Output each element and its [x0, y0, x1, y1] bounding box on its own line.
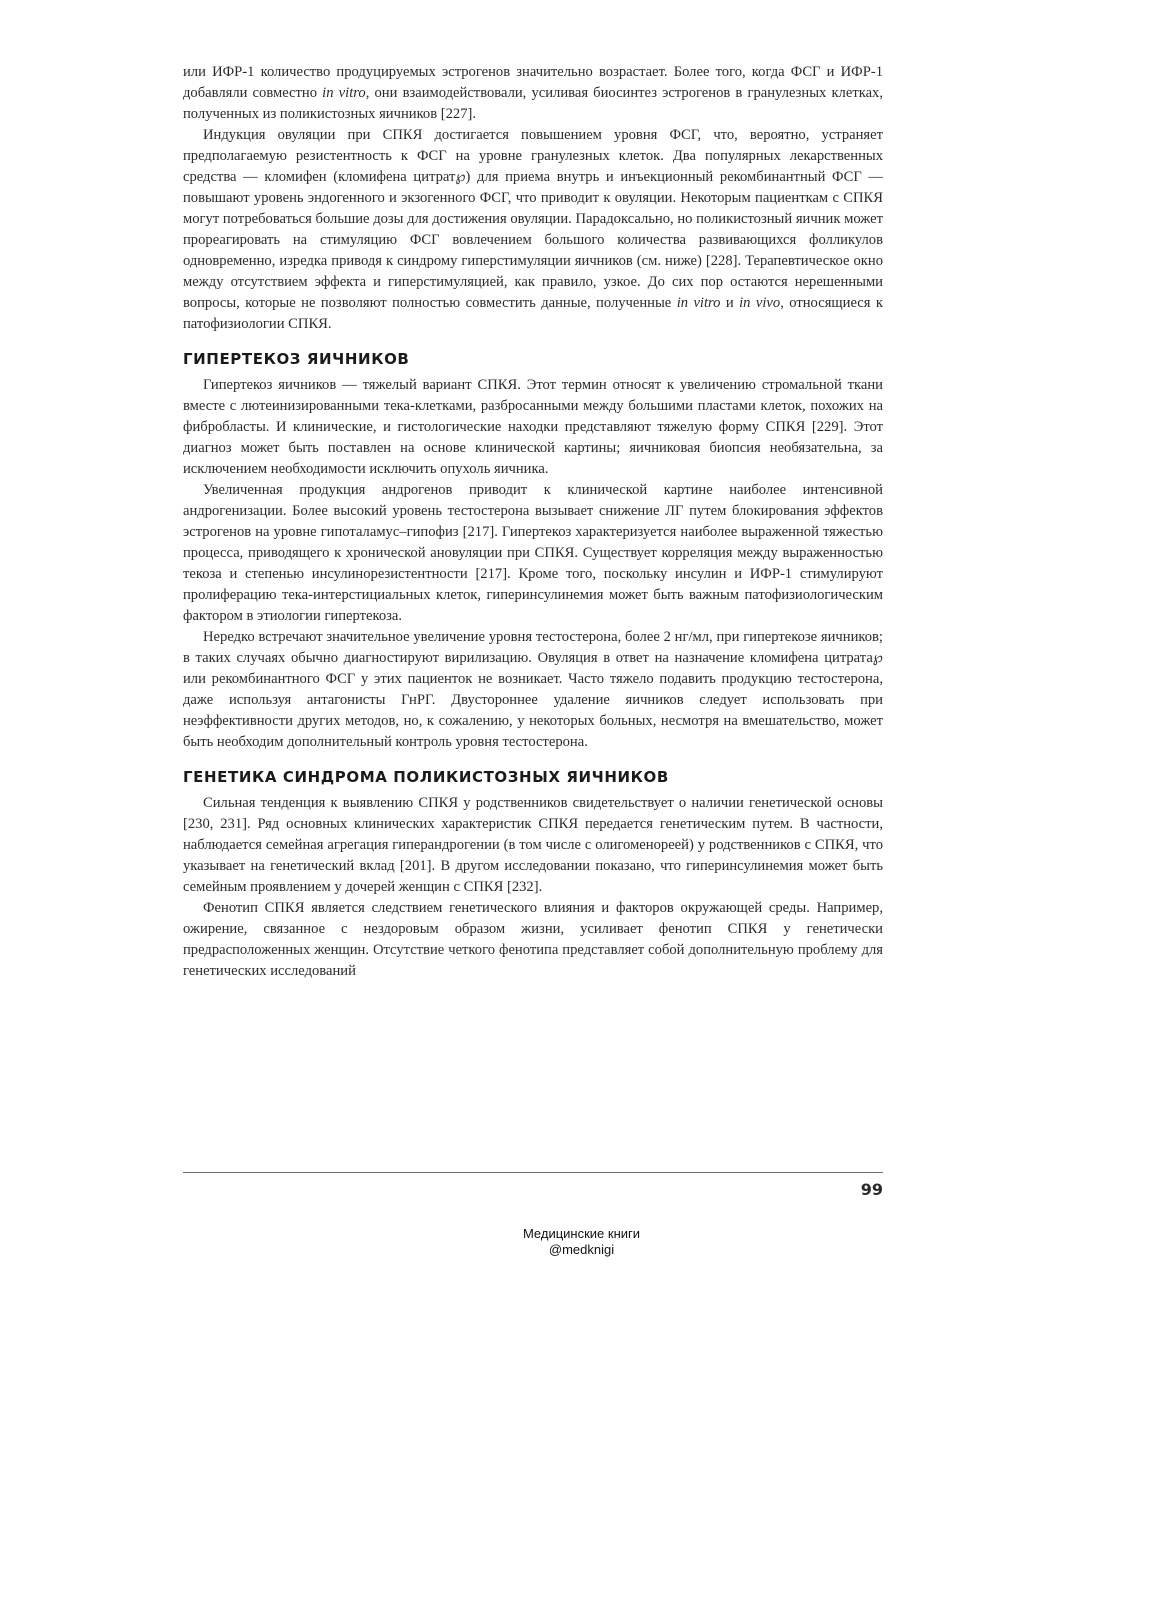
page-number: 99 [860, 1180, 883, 1199]
text-run: Увеличенная продукция андрогенов приводит к клинической картине наиболее интенсивной андрогенизации. Более высокий уровень тестостерона вызывает снижение ЛГ путем блокирования эффектов эстрогенов на уровне гипоталамус–гипофиз [217]. Гипертекоз характеризуется наиболее выраженной тяжестью процесса, приводящего к хронической ановуляции при СПКЯ. Существует корреляция между выраженностью текоза и степенью инсулинорезистентности [217]. Кроме того, поскольку инсулин и ИФР-1 стимулируют пролиферацию тека-интерстициальных клеток, гиперинсулинемия может быть важным патофизиологическим фактором в этиологии гипертекоза. [183, 482, 883, 624]
section-heading: ГИПЕРТЕКОЗ ЯИЧНИКОВ [183, 350, 410, 368]
text-run: или ИФР-1 количество продуцируемых эстрогенов значительно возрастает. Более того, когда ФСГ и ИФР-1 добавляли совместно [183, 64, 883, 101]
watermark-line-1: Медицинские книги [522, 1226, 641, 1241]
italic-term: in vitro [322, 85, 366, 101]
text-run: , они взаимодействовали, усиливая биосинтез эстрогенов в гранулезных клетках, полученных из поликистозных яичников [227]. [183, 85, 883, 122]
watermark-line-2: @medknigi [548, 1242, 615, 1257]
footer-rule [183, 1172, 883, 1173]
text-run: Нередко встречают значительное увеличение уровня тестостерона, более 2 нг/мл, при гипертекозе яичников; в таких случаях обычно диагностируют вирилизацию. Овуляция в ответ на назначение кломифена цитрата℘ или рекомбинантного ФСГ у этих пациенток не возникает. Часто тяжело подавить продукцию тестостерона, даже используя антагонисты ГнРГ. Двустороннее удаление яичников следует использовать при неэффективности других методов, но, к сожалению, у некоторых больных, несмотря на вмешательство, может быть необходим дополнительный контроль уровня тестостерона. [183, 629, 883, 750]
section-heading: ГЕНЕТИКА СИНДРОМА ПОЛИКИСТОЗНЫХ ЯИЧНИКОВ [183, 768, 669, 786]
body-paragraph [183, 627, 883, 753]
text-run: Гипертекоз яичников — тяжелый вариант СПКЯ. Этот термин относят к увеличению стромальной ткани вместе с лютеинизированными тека-клетками, разбросанными между большими пластами клеток, похожих на фибробласты. И клинические, и гистологические находки представляют тяжелую форму СПКЯ [229]. Этот диагноз может быть поставлен на основе клинической картины; яичниковая биопсия необязательна, за исключением необходимости исключить опухоль яичника. [183, 377, 883, 477]
body-paragraph [183, 793, 883, 898]
text-run: Фенотип СПКЯ является следствием генетического влияния и факторов окружающей среды. Например, ожирение, связанное с нездоровым образом жизни, усиливает фенотип СПКЯ у генетически предрасположенных женщин. Отсутствие четкого фенотипа представляет собой дополнительную проблему для генетических исследований [183, 900, 883, 979]
text-run: , относящиеся к патофизиологии СПКЯ. [183, 295, 883, 332]
watermark [0, 1226, 1163, 1258]
italic-term: in vitro [676, 295, 721, 311]
body-paragraph [183, 898, 883, 982]
body-paragraph [183, 375, 883, 480]
body-paragraph [183, 480, 883, 627]
text-run: Индукция овуляции при СПКЯ достигается повышением уровня ФСГ, что, вероятно, устраняет предполагаемую резистентность к ФСГ на уровне гранулезных клеток. Два популярных лекарственных средства — кломифен (кломифена цитрат℘) для приема внутрь и инъекционный рекомбинантный ФСГ — повышают уровень эндогенного и экзогенного ФСГ, что приводит к овуляции. Некоторым пациенткам с СПКЯ могут потребоваться большие дозы для достижения овуляции. Парадоксально, но поликистозный яичник может прореагировать на стимуляцию ФСГ вовлечением большого количества развивающихся фолликулов одновременно, изредка приводя к синдрому гиперстимуляции яичников (см. ниже) [228]. Терапевтическое окно между отсутствием эффекта и гиперстимуляцией, как правило, узкое. До сих пор остаются нерешенными вопросы, которые не позволяют полностью совместить данные, полученные [183, 127, 883, 311]
page-body [183, 62, 883, 982]
italic-term: in vivo [739, 295, 781, 311]
body-paragraph [183, 125, 883, 335]
body-paragraph [183, 62, 883, 125]
text-run: Сильная тенденция к выявлению СПКЯ у родственников свидетельствует о наличии генетической основы [230, 231]. Ряд основных клинических характеристик СПКЯ передается генетическим путем. В частности, наблюдается семейная агрегация гиперандрогении (в том числе с олигоменореей) у родственников с СПКЯ, что указывает на генетический вклад [201]. В другом исследовании показано, что гиперинсулинемия может быть семейным проявлением у дочерей женщин с СПКЯ [232]. [183, 795, 883, 895]
text-run: и [720, 295, 740, 311]
